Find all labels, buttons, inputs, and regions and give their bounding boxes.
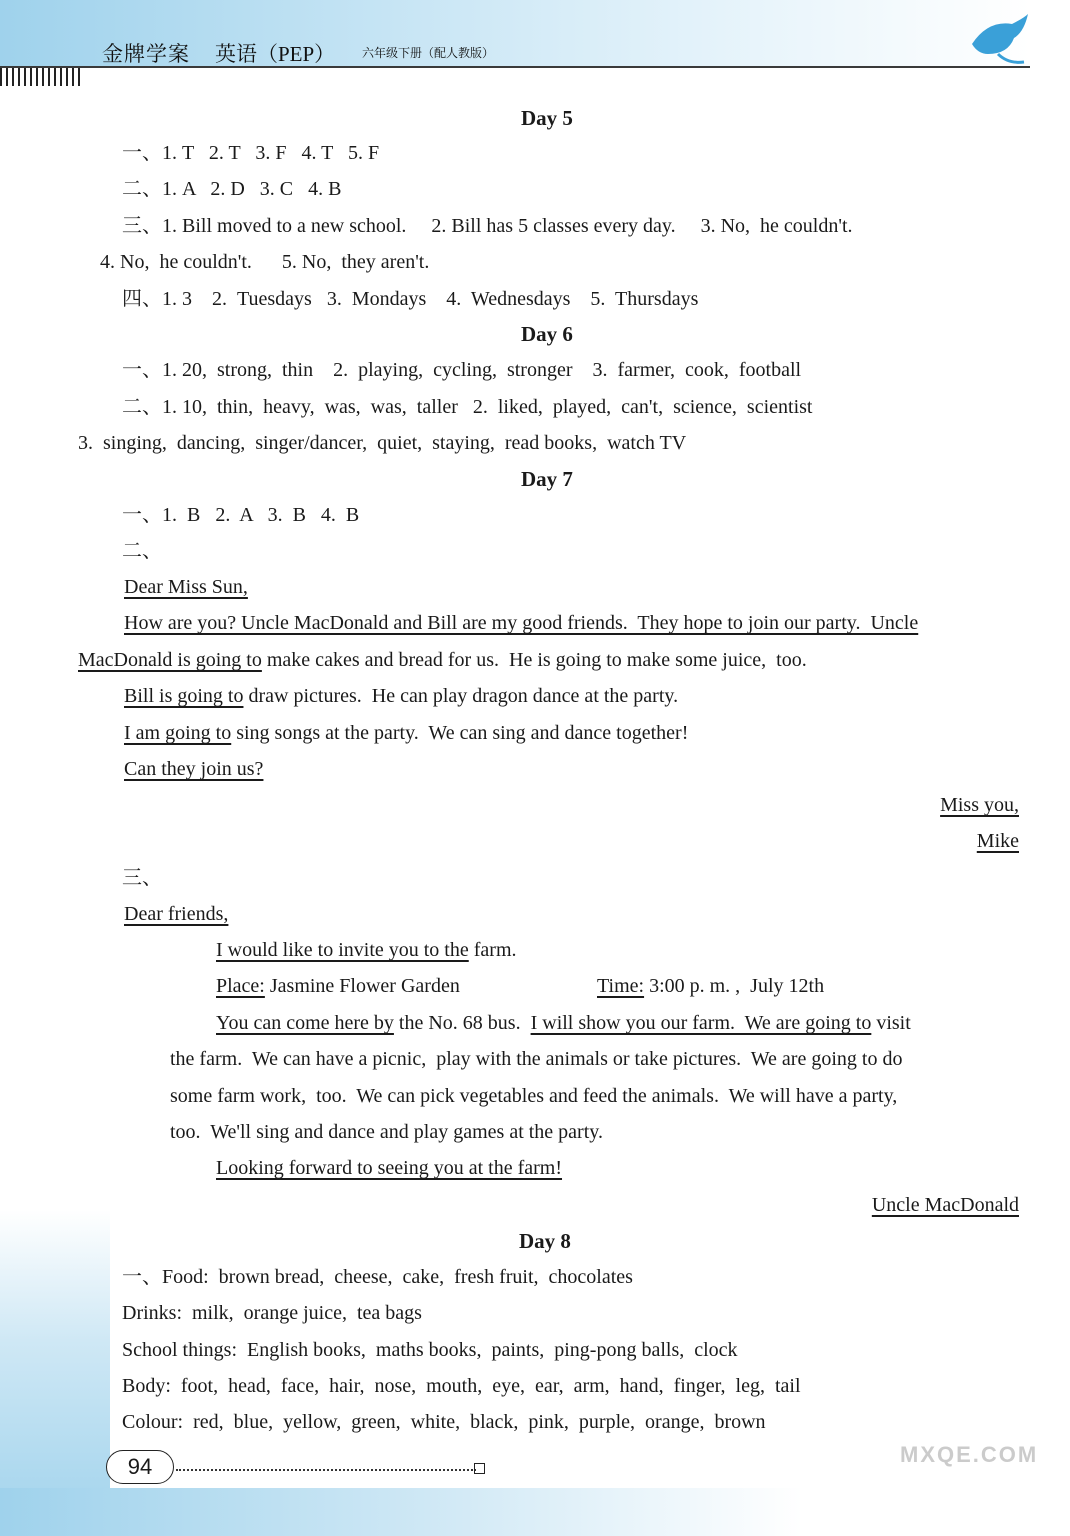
footer-band <box>0 1488 1070 1536</box>
header-grade: 六年级下册（配人教版） <box>362 46 495 60</box>
day6-part2: 二、1. 10, thin, heavy, was, was, taller 2. liked, played, can't, science, scientist <box>122 396 813 418</box>
page-number: 94 <box>106 1450 174 1484</box>
day8-school-things: School things: English books, maths books, paints, ping-pong balls, clock <box>122 1339 738 1361</box>
letter1-line2-rest: make cakes and bread for us. He is going to make some juice, too. <box>261 649 807 671</box>
day5-part4: 四、1. 3 2. Tuesdays 3. Mondays 4. Wednesdays 5. Thursdays <box>122 288 699 310</box>
day7-part2-label: 二、 <box>122 540 162 562</box>
header-title: 金牌学案 <box>102 42 190 66</box>
day6-heading: Day 6 <box>521 322 573 346</box>
letter1-line3 <box>124 684 678 708</box>
letter2-line3-underlined-b: I will show you our farm. We are going to <box>530 1012 872 1034</box>
letter2-line5: some farm work, too. We can pick vegetables and feed the animals. We will have a party, <box>170 1085 898 1107</box>
letter1-line3-underlined: Bill is going to <box>124 685 244 707</box>
day8-drinks: Drinks: milk, orange juice, tea bags <box>122 1302 422 1324</box>
day7-part3-label: 三、 <box>122 867 162 889</box>
letter1-line3-rest: draw pictures. He can play dragon dance at the party. <box>243 685 679 707</box>
letter1-line4 <box>124 721 688 745</box>
letter2-line6: too. We'll sing and dance and play games at the party. <box>170 1121 603 1143</box>
letter2-line1 <box>216 938 517 962</box>
day7-heading: Day 7 <box>521 467 573 491</box>
letter1-line2 <box>78 648 807 672</box>
footer-dotted-rule <box>176 1459 476 1471</box>
header-subject: 英语（PEP） <box>215 42 336 66</box>
letter1-line4-underlined: I am going to <box>124 722 232 744</box>
day6-part2-cont: 3. singing, dancing, singer/dancer, quiet, staying, read books, watch TV <box>78 432 687 454</box>
letter2-place-value: Jasmine Flower Garden <box>264 975 460 997</box>
letter2-place-label: Place: <box>216 975 265 997</box>
letter1-line4-rest: sing songs at the party. We can sing and dance together! <box>231 722 689 744</box>
letter2-signer: Uncle MacDonald <box>871 1194 1019 1216</box>
letter2-line3 <box>216 1011 911 1035</box>
letter1-closing: Miss you, <box>940 794 1019 816</box>
letter2-line3-mid: the No. 68 bus. <box>393 1012 531 1034</box>
letter2-time-value: 3:00 p. m. , July 12th <box>644 975 825 997</box>
watermark: MXQE.COM <box>900 1442 1039 1467</box>
bird-logo-icon <box>968 14 1030 66</box>
letter2-line7: Looking forward to seeing you at the farm! <box>216 1157 563 1179</box>
day8-colour: Colour: red, blue, yellow, green, white, black, pink, purple, orange, brown <box>122 1411 766 1433</box>
header-ticks <box>0 68 80 86</box>
day5-part2: 二、1. A 2. D 3. C 4. B <box>122 178 342 200</box>
letter2-line1-underlined: I would like to invite you to the <box>216 939 469 961</box>
day6-part1: 一、1. 20, strong, thin 2. playing, cycling, stronger 3. farmer, cook, football <box>122 359 802 381</box>
letter1-line1: How are you? Uncle MacDonald and Bill are my good friends. They hope to join our party. Uncle <box>124 612 919 634</box>
letter2-time-label: Time: <box>597 975 645 997</box>
letter2-salutation: Dear friends, <box>124 903 229 925</box>
day5-part1: 一、1. T 2. T 3. F 4. T 5. F <box>122 142 380 164</box>
day5-heading: Day 5 <box>521 106 573 130</box>
day8-heading: Day 8 <box>519 1229 571 1253</box>
letter1-salutation: Dear Miss Sun, <box>124 576 248 598</box>
footer-square-icon <box>474 1463 485 1474</box>
day7-part1: 一、1. B 2. A 3. B 4. B <box>122 504 360 526</box>
letter1-signer: Mike <box>976 830 1019 852</box>
letter1-line2-underlined: MacDonald is going to <box>78 649 262 671</box>
letter2-line4: the farm. We can have a picnic, play with the animals or take pictures. We are going to do <box>170 1048 903 1070</box>
day5-part3-cont: 4. No, he couldn't. 5. No, they aren't. <box>100 251 430 273</box>
day5-part3: 三、1. Bill moved to a new school. 2. Bill has 5 classes every day. 3. No, he couldn't. <box>122 215 853 237</box>
letter2-place <box>216 974 460 998</box>
day8-food: 一、Food: brown bread, cheese, cake, fresh fruit, chocolates <box>122 1266 633 1288</box>
letter2-time <box>597 974 824 998</box>
day8-body: Body: foot, head, face, hair, nose, mouth, eye, ear, arm, hand, finger, leg, tail <box>122 1375 801 1397</box>
letter2-line3-underlined-a: You can come here by <box>216 1012 394 1034</box>
letter2-line1-rest: farm. <box>468 939 517 961</box>
letter1-line5: Can they join us? <box>124 758 264 780</box>
letter2-line3-end: visit <box>871 1012 911 1034</box>
